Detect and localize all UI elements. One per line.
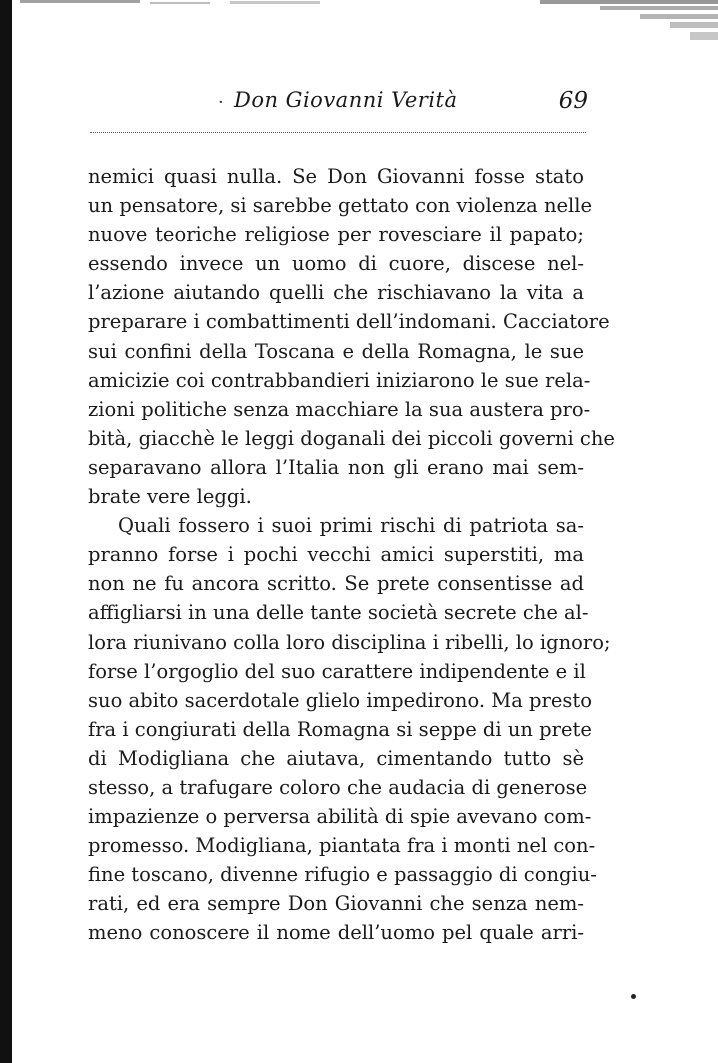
running-title: Don Giovanni Verità xyxy=(234,88,458,112)
text-line: preparare i combattimenti dell’indomani. Cacciatore xyxy=(88,310,610,334)
text-line: l’azione aiutando quelli che rischiavano la vita a xyxy=(88,281,584,305)
text-line: non ne fu ancora scritto. Se prete consentisse ad xyxy=(88,572,584,596)
text-line: di Modigliana che aiutava, cimentando tutto sè xyxy=(88,746,584,770)
text-line: forse l’orgoglio del suo carattere indipendente e il xyxy=(88,659,586,683)
text-line: brate vere leggi. xyxy=(88,485,252,509)
text-line: separavano allora l’Italia non gli erano mai sem- xyxy=(88,455,584,479)
text-line: nemici quasi nulla. Se Don Giovanni fosse stato xyxy=(88,165,584,188)
text-line: affigliarsi in una delle tante società secrete che al- xyxy=(88,601,589,625)
text-line: amicizie coi contrabbandieri iniziarono le sue rela- xyxy=(88,368,591,392)
page-edge-shadow xyxy=(0,0,12,1063)
text-line: fine toscano, divenne rifugio e passaggio di congiu- xyxy=(88,863,597,887)
text-line: un pensatore, si sarebbe gettato con violenza nelle xyxy=(88,194,593,218)
header-bullet: · xyxy=(218,92,224,113)
text-line: bità, giacchè le leggi doganali dei piccoli governi che xyxy=(88,426,615,450)
text-line: nuove teoriche religiose per rovesciare il papato; xyxy=(88,223,584,247)
body-text xyxy=(88,162,615,948)
text-line: lora riunivano colla loro disciplina i ribelli, lo ignoro; xyxy=(88,630,611,654)
text-line: stesso, a trafugare coloro che audacia di generose xyxy=(88,775,588,799)
text-line: rati, ed era sempre Don Giovanni che senza nem- xyxy=(88,892,584,916)
text-line: zioni politiche senza macchiare la sua austera pro- xyxy=(88,397,591,421)
text-line: Quali fossero i suoi primi rischi di patriota sa- xyxy=(118,514,584,538)
text-line: sui confini della Toscana e della Romagna, le sue xyxy=(88,339,584,363)
text-line: essendo invece un uomo di cuore, discese nel- xyxy=(88,252,584,276)
page-number: 69 xyxy=(558,88,588,114)
text-line: suo abito sacerdotale glielo impedirono. Ma presto xyxy=(88,688,592,712)
text-line: pranno forse i pochi vecchi amici superstiti, ma xyxy=(88,543,584,567)
text-line: impazienze o perversa abilità di spie avevano com- xyxy=(88,805,592,829)
text-line: meno conoscere il nome dell’uomo pel quale arri- xyxy=(88,921,584,945)
text-line: promesso. Modigliana, piantata fra i monti nel con- xyxy=(88,834,596,858)
running-header xyxy=(88,88,588,122)
scan-speck xyxy=(631,994,636,999)
header-rule xyxy=(90,132,586,133)
scan-noise xyxy=(0,0,718,60)
text-line: fra i congiurati della Romagna si seppe di un prete xyxy=(88,717,592,741)
